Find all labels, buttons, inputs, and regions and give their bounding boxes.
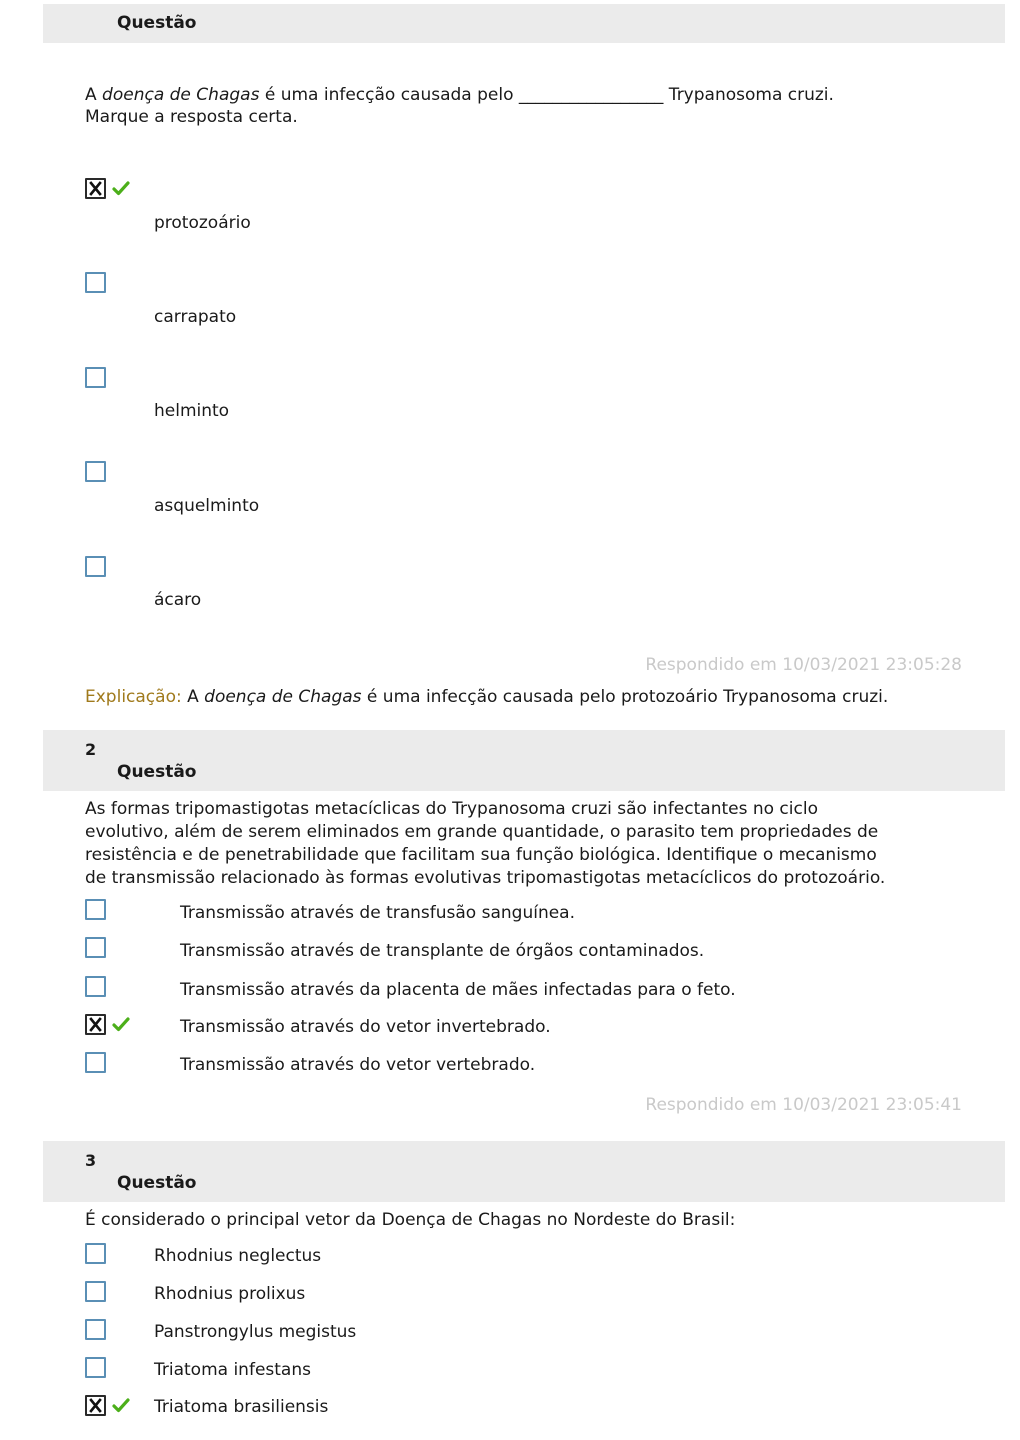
option-checkbox[interactable] [85, 178, 106, 199]
option-checkbox[interactable] [85, 899, 106, 920]
option-label: Triatoma infestans [154, 1360, 311, 1380]
option-checkbox[interactable] [85, 1281, 106, 1302]
option-checkbox[interactable] [85, 1014, 106, 1035]
option-checkbox[interactable] [85, 1052, 106, 1073]
question-1-text: A doença de Chagas é uma infecção causada pelo _________________ Trypanosoma cruzi. Marque a resposta certa. [85, 85, 834, 127]
option-label: Transmissão através do vetor vertebrado. [180, 1055, 536, 1075]
question-2-header [43, 730, 1005, 791]
answered-timestamp: Respondido em 10/03/2021 23:05:28 [645, 655, 962, 675]
option-label: ácaro [154, 590, 202, 610]
correct-check-icon [112, 1016, 130, 1032]
answered-timestamp: Respondido em 10/03/2021 23:05:41 [645, 1095, 962, 1115]
option-checkbox[interactable] [85, 1319, 106, 1340]
correct-check-icon [112, 180, 130, 196]
option-label: Rhodnius prolixus [154, 1284, 306, 1304]
option-label: protozoário [154, 213, 251, 233]
x-mark-icon [89, 181, 102, 196]
option-label: helminto [154, 401, 230, 421]
option-checkbox[interactable] [85, 937, 106, 958]
question-3-number: 3 [85, 1151, 97, 1170]
question-3-label: Questão [117, 1173, 197, 1193]
question-1-label: Questão [117, 13, 197, 33]
explanation-label: Explicação: [85, 687, 182, 707]
option-label: Transmissão através de transplante de órgãos contaminados. [180, 941, 705, 961]
option-checkbox[interactable] [85, 1357, 106, 1378]
option-checkbox[interactable] [85, 367, 106, 388]
option-label: Transmissão através da placenta de mães infectadas para o feto. [180, 980, 736, 1000]
option-label: Transmissão através de transfusão sanguínea. [180, 903, 576, 923]
question-3-text: É considerado o principal vetor da Doença de Chagas no Nordeste do Brasil: [85, 1210, 736, 1230]
option-checkbox[interactable] [85, 1395, 106, 1416]
option-checkbox[interactable] [85, 556, 106, 577]
question-3-header [43, 1141, 1005, 1202]
correct-check-icon [112, 1397, 130, 1413]
explanation: Explicação: A doença de Chagas é uma infecção causada pelo protozoário Trypanosoma cruzi. [85, 687, 889, 707]
option-checkbox[interactable] [85, 1243, 106, 1264]
x-mark-icon [89, 1398, 102, 1413]
option-label: carrapato [154, 307, 237, 327]
question-1-header [43, 4, 1005, 43]
question-2-number: 2 [85, 740, 97, 759]
option-checkbox[interactable] [85, 976, 106, 997]
option-checkbox[interactable] [85, 461, 106, 482]
option-label: Triatoma brasiliensis [154, 1397, 329, 1417]
option-label: asquelminto [154, 496, 260, 516]
option-label: Panstrongylus megistus [154, 1322, 357, 1342]
option-label: Rhodnius neglectus [154, 1246, 322, 1266]
x-mark-icon [89, 1017, 102, 1032]
option-label: Transmissão através do vetor invertebrado. [180, 1017, 551, 1037]
option-checkbox[interactable] [85, 272, 106, 293]
question-2-label: Questão [117, 762, 197, 782]
question-2-text: As formas tripomastigotas metacíclicas do Trypanosoma cruzi são infectantes no ciclo evolutivo, além de serem eliminados em grande quantidade, o parasito tem propriedades de resistência e de penetrabilidade que facilitam sua função biológica. Identifique o mecanismo de transmissão relacionado às formas evolutivas tripomastigotas metacíclicos do protozoário. [85, 799, 886, 888]
